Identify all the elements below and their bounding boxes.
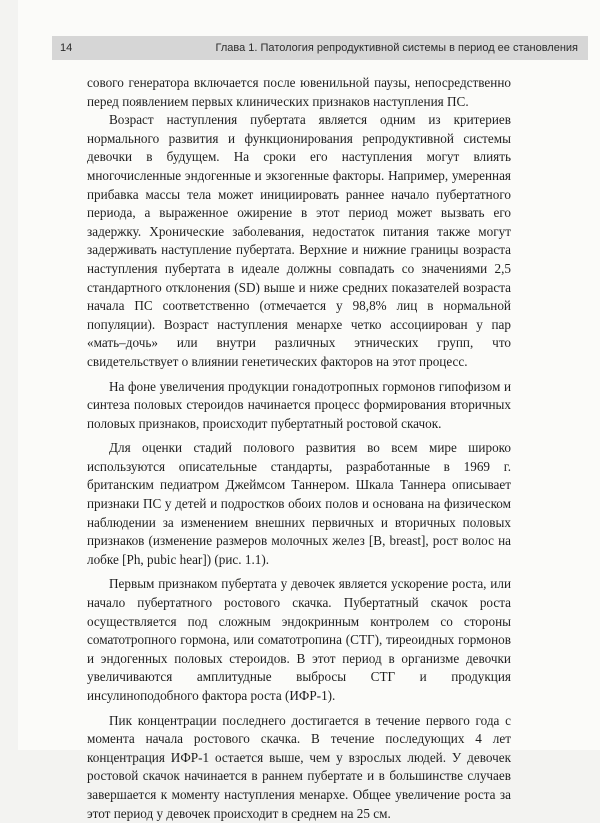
paragraph: Возраст наступления пубертата является одним из критериев нормального развития и функционирования репродуктивной системы девочки в будущем. На сроки его наступления могут влиять многочисленные эндогенные и экзогенные факторы. Например, умеренная прибавка массы тела может инициировать раннее начало пубертатного периода, а выраженное ожирение в этот период может вызвать его задержку. Хронические заболевания, недостаток питания также могут задерживать наступление пубертата. Верхние и нижние границы возраста наступления пубертата в идеале должны совпадать со значениями 2,5 стандартного отклонения (SD) выше и ниже средних показателей возраста начала ПС соответственно (отмечается у 98,8% лиц в нормальной популяции). Возраст наступления менархе четко ассоциирован у пар «мать–дочь» или внутри различных этнических групп, что свидетельствует о влиянии генетических факторов на этот процесс. <box>87 112 511 369</box>
page-number: 14 <box>60 42 73 54</box>
paragraph: Первым признаком пубертата у девочек является ускорение роста, или начало пубертатного ростового скачка. Пубертатный скачок роста осуществляется под сложным эндокринным контролем со стороны соматотропного гормона, или соматотропина (СТГ), тиреоидных гормонов и эндогенных половых стероидов. В этот период в организме девочки увеличиваются амплитудные выбросы СТГ и продукция инсулиноподобного фактора роста (ИФР-1). <box>87 576 511 703</box>
running-header <box>52 36 588 60</box>
chapter-title: Глава 1. Патология репродуктивной системы в период ее становления <box>215 42 578 54</box>
paragraph: Для оценки стадий полового развития во всем мире широко используются описательные стандарты, разработанные в 1969 г. британским педиатром Джеймсом Таннером. Шкала Таннера описывает признаки ПС у детей и подростков обоих полов и основана на физическом наблюдении за изменением внешних первичных и вторичных половых признаков (изменение размеров молочных желез [B, breast], рост волос на лобке [Ph, pubic hear]) (рис. 1.1). <box>87 440 511 567</box>
paragraph: На фоне увеличения продукции гонадотропных гормонов гипофизом и синтеза половых стероидов начинается процесс формирования вторичных половых признаков, происходит пубертатный ростовой скачок. <box>87 378 511 431</box>
paragraph: сового генератора включается после ювенильной паузы, непосредственно перед появлением первых клинических признаков наступления ПС. <box>87 75 511 109</box>
body-text <box>87 74 511 823</box>
paragraph: Пик концентрации последнего достигается в течение первого года с момента начала ростового скачка. В течение последующих 4 лет концентрация ИФР-1 остается выше, чем у взрослых людей. У девочек ростовой скачок начинается в раннем пубертате и в большинстве случаев завершается к моменту наступления менархе. Общее увеличение роста за этот период у девочек происходит в среднем на 25 см. <box>87 712 511 821</box>
